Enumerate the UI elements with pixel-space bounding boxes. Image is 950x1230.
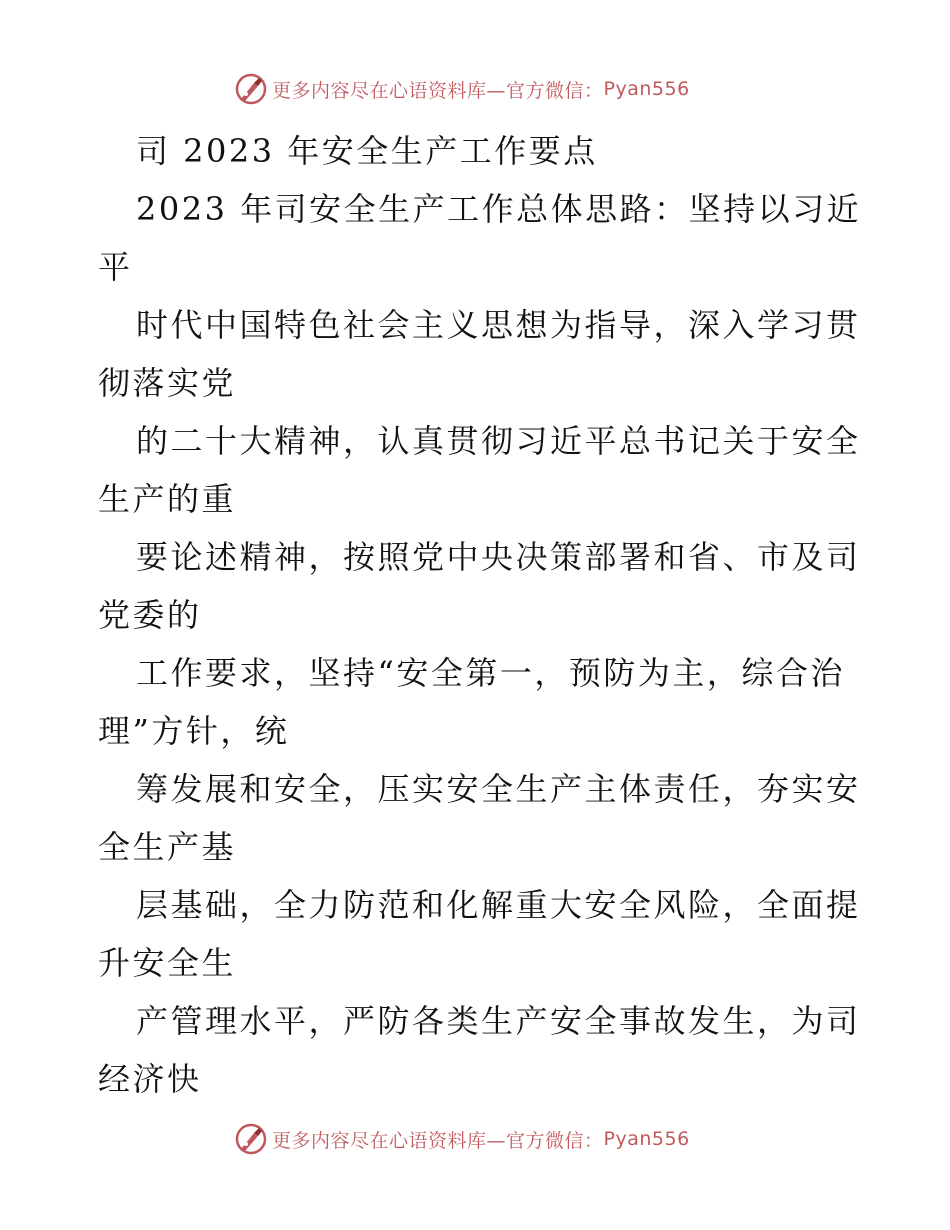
paragraph-line: 工作要求，坚持“安全第一，预防为主，综合治 <box>136 654 845 692</box>
paragraph-line: 党委的 <box>98 596 202 634</box>
pen-logo-icon <box>234 1122 268 1156</box>
paragraph-line: 要论述精神，按照党中央决策部署和省、市及司 <box>136 538 861 576</box>
paragraph-line: 理”方针，统 <box>98 712 290 750</box>
paragraph-line: 全生产基 <box>98 828 237 866</box>
watermark-text: 更多内容尽在心语资料库—官方微信： <box>272 79 604 102</box>
watermark-wechat-id: Pyan556 <box>603 78 690 100</box>
paragraph-line: 时代中国特色社会主义思想为指导，深入学习贯 <box>136 306 861 344</box>
paragraph-line: 平 <box>98 248 133 286</box>
document-title: 司 2023 年安全生产工作要点 <box>136 132 598 170</box>
watermark-text: 更多内容尽在心语资料库—官方微信： <box>272 1129 604 1152</box>
paragraph-line: 经济快 <box>98 1060 202 1098</box>
paragraph-line: 的二十大精神，认真贯彻习近平总书记关于安全 <box>136 422 861 460</box>
paragraph-line: 层基础，全力防范和化解重大安全风险，全面提 <box>136 886 861 924</box>
paragraph-line: 升安全生 <box>98 944 237 982</box>
paragraph-line: 生产的重 <box>98 480 237 518</box>
pen-logo-icon <box>234 72 268 106</box>
document-body <box>98 122 862 1108</box>
watermark-footer <box>234 1122 690 1156</box>
paragraph-line: 筹发展和安全，压实安全生产主体责任，夯实安 <box>136 770 861 808</box>
paragraph-line: 2023 年司安全生产工作总体思路：坚持以习近 <box>136 190 862 228</box>
watermark-header <box>234 72 690 106</box>
watermark-wechat-id: Pyan556 <box>603 1128 690 1150</box>
paragraph-line: 彻落实党 <box>98 364 237 402</box>
paragraph-line: 产管理水平，严防各类生产安全事故发生，为司 <box>136 1002 861 1040</box>
